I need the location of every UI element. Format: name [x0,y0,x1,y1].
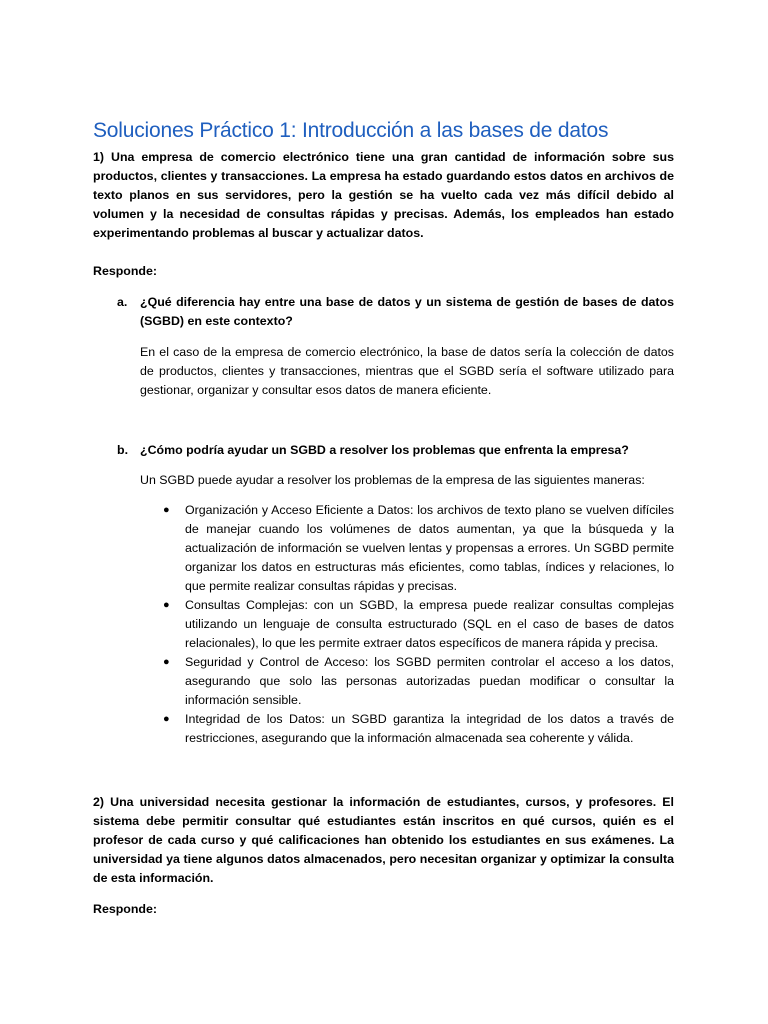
bullet-icon: ● [163,713,170,725]
subquestion-a [93,293,674,331]
bullet-icon: ● [163,656,170,668]
responde-label-2: Responde: [93,902,158,916]
list-item: ● Seguridad y Control de Acceso: los SGBD permiten controlar el acceso a los datos, asegurando que solo las personas autorizadas puedan modificar o consultar la información sensible. [163,655,674,707]
subquestion-a-text: ¿Qué diferencia hay entre una base de datos y un sistema de gestión de bases de datos (SGBD) en este contexto? [140,295,674,328]
list-item: ● Consultas Complejas: con un SGBD, la empresa puede realizar consultas complejas utilizando un lenguaje de consulta estructurado (SQL en el caso de bases de datos relacionales), lo que les permite extraer datos específicos de manera rápida y precisa. [163,598,674,650]
responde-label-1: Responde: [93,264,158,278]
list-item: ● Organización y Acceso Eficiente a Datos: los archivos de texto plano se vuelven difíciles de manejar cuando los volúmenes de datos aumentan, ya que la búsqueda y la actualización de información se vuelven lentas y propensas a errores. Un SGBD permite organizar los datos en estructuras más eficientes, como tablas, índices y relaciones, lo que permite realizar consultas rápidas y precisas. [163,503,674,593]
subquestion-a-marker: a. [117,295,128,309]
subquestion-b [93,441,674,460]
document-content [93,114,674,919]
question-1: 1) Una empresa de comercio electrónico tiene una gran cantidad de información sobre sus productos, clientes y transacciones. La empresa ha estado guardando estos datos en archivos de texto planos en sus servidores, pero la gestión se ha vuelto cada vez más difícil debido al volumen y la necesidad de consultas rápidas y precisas. Además, los empleados han estado experimentando problemas al buscar y actualizar datos. [93,150,674,240]
subquestion-b-marker: b. [117,443,129,457]
question-2: 2) Una universidad necesita gestionar la información de estudiantes, cursos, y profesores. El sistema debe permitir consultar qué estudiantes están inscritos en qué cursos, quién es el profesor de cada curso y qué calificaciones han obtenido los estudiantes en sus exámenes. La universidad ya tiene algunos datos almacenados, pero necesitan organizar y optimizar la consulta de esta información. [93,795,674,885]
answer-a: En el caso de la empresa de comercio electrónico, la base de datos sería la colección de datos de productos, clientes y transacciones, mientras que el SGBD sería el software utilizado para gestionar, organizar y consultar esos datos de manera eficiente. [140,345,674,397]
list-item: ● Integridad de los Datos: un SGBD garantiza la integridad de los datos a través de restricciones, asegurando que la información almacenada sea coherente y válida. [163,712,674,745]
bullet-icon: ● [163,504,170,516]
subquestion-b-text: ¿Cómo podría ayudar un SGBD a resolver los problemas que enfrenta la empresa? [140,443,629,457]
answer-b-list [93,501,674,748]
page-title: Soluciones Práctico 1: Introducción a las bases de datos [93,119,609,142]
bullet-icon: ● [163,599,170,611]
answer-b-intro: Un SGBD puede ayudar a resolver los problemas de la empresa de las siguientes maneras: [140,473,645,487]
